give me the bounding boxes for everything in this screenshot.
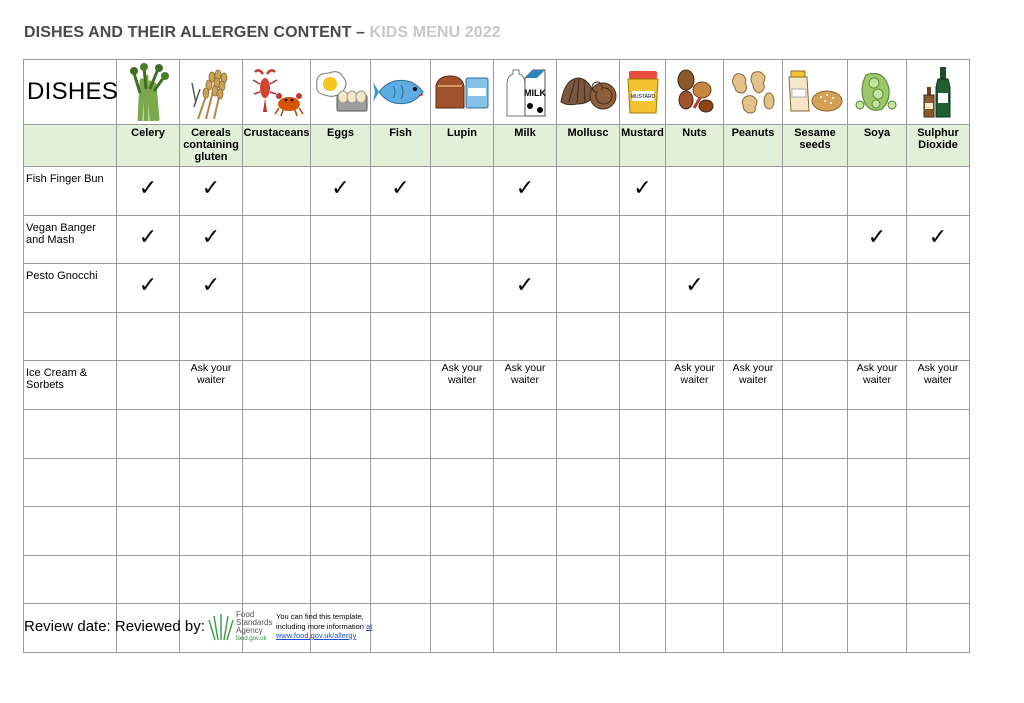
mollusc-icon-cell: [557, 60, 620, 125]
check-mark-icon: ✓: [685, 272, 704, 298]
allergen-cell: [907, 361, 970, 410]
allergen-cell: [907, 604, 970, 653]
allergen-cell: [494, 507, 557, 556]
allergen-cell: [243, 215, 311, 264]
ask-waiter-note: Ask your waiter: [441, 362, 483, 386]
table-row: [24, 555, 970, 604]
allergen-cell: [783, 167, 848, 216]
allergen-cell: [371, 409, 431, 458]
soya-icon: [852, 69, 902, 115]
allergen-cell: [783, 458, 848, 507]
mustard-icon-cell: [620, 60, 666, 125]
allergen-cell: [783, 264, 848, 313]
allergen-cell: [243, 264, 311, 313]
allergen-cell: [371, 167, 431, 216]
wheat-icon-cell: [180, 60, 243, 125]
ask-waiter-note: Ask your waiter: [732, 362, 774, 386]
allergen-label-0: Celery: [117, 125, 180, 167]
allergen-cell: [666, 312, 724, 361]
allergen-table: [23, 59, 970, 653]
mollusc-icon: [559, 72, 617, 112]
allergen-cell: [724, 555, 783, 604]
check-mark-icon: ✓: [138, 223, 158, 249]
allergen-cell: [783, 604, 848, 653]
allergen-cell: [724, 409, 783, 458]
allergen-cell: [371, 264, 431, 313]
allergen-cell: [907, 264, 970, 313]
allergen-cell: [371, 312, 431, 361]
note-line-1: You can find this template,: [276, 612, 364, 621]
allergen-label-11: Sesame seeds: [783, 125, 848, 167]
soya-icon-cell: [848, 60, 907, 125]
dish-name: [24, 409, 117, 458]
page-title: [24, 24, 501, 42]
svg-text:MILK: MILK: [524, 88, 546, 98]
allergen-cell: [431, 264, 494, 313]
allergen-label-8: Mustard: [620, 125, 666, 167]
allergen-cell: [180, 167, 243, 216]
table-row: [24, 507, 970, 556]
sesame-icon: [787, 69, 843, 115]
allergen-cell: [620, 507, 666, 556]
note-at-link[interactable]: at: [366, 621, 373, 631]
allergen-label-12: Soya: [848, 125, 907, 167]
allergen-cell: [907, 167, 970, 216]
allergen-cell: [431, 312, 494, 361]
allergen-cell: [907, 458, 970, 507]
sulphur-dioxide-icon-cell: [907, 60, 970, 125]
sulphur-dioxide-icon: [920, 65, 956, 119]
milk-icon-cell: [494, 60, 557, 125]
allergen-cell: [431, 361, 494, 410]
allergen-cell: [666, 409, 724, 458]
allergen-cell: [620, 604, 666, 653]
crustaceans-icon: [249, 66, 305, 118]
allergen-cell: [371, 604, 431, 653]
allergen-cell: [431, 215, 494, 264]
peanuts-icon: [729, 69, 777, 115]
allergen-cell: [557, 215, 620, 264]
allergen-cell: [243, 312, 311, 361]
allergen-cell: [431, 604, 494, 653]
allergen-cell: [620, 312, 666, 361]
check-mark-icon: ✓: [331, 175, 350, 200]
allergen-cell: [431, 167, 494, 216]
allergen-label-7: Mollusc: [557, 125, 620, 167]
allergen-label-4: Fish: [371, 125, 431, 167]
allergen-cell: [371, 215, 431, 264]
check-mark-icon: ✓: [633, 175, 652, 200]
allergen-cell: [117, 409, 180, 458]
ask-waiter-note: Ask your waiter: [917, 362, 959, 386]
allergen-cell: [431, 507, 494, 556]
allergen-cell: [117, 312, 180, 361]
dishes-header: DISHES: [24, 60, 117, 125]
check-mark-icon: ✓: [138, 175, 158, 200]
allergen-cell: [371, 458, 431, 507]
milk-icon: [503, 66, 547, 118]
allergen-cell: [907, 215, 970, 264]
allergen-cell: [620, 555, 666, 604]
allergen-cell: [907, 555, 970, 604]
allergen-cell: [494, 361, 557, 410]
celery-icon-cell: [117, 60, 180, 125]
allergen-cell: [494, 555, 557, 604]
crustaceans-icon-cell: [243, 60, 311, 125]
label-blank: [24, 125, 117, 167]
allergen-cell: [431, 409, 494, 458]
ask-waiter-note: Ask your waiter: [504, 362, 546, 386]
allergen-label-10: Peanuts: [724, 125, 783, 167]
allergen-cell: [494, 409, 557, 458]
check-mark-icon: ✓: [867, 223, 887, 249]
dish-name: [24, 507, 117, 556]
allergen-cell: [620, 361, 666, 410]
allergen-cell: [311, 409, 371, 458]
allergen-cell: [848, 167, 907, 216]
allergen-cell: [243, 507, 311, 556]
allergen-cell: [848, 458, 907, 507]
allergen-cell: [907, 507, 970, 556]
table-row: [24, 361, 970, 410]
dish-name: [24, 312, 117, 361]
check-mark-icon: ✓: [515, 272, 535, 298]
allergen-cell: [783, 409, 848, 458]
allergen-label-13: Sulphur Dioxide: [907, 125, 970, 167]
allergen-cell: [620, 458, 666, 507]
allergen-label-1: Cereals containing gluten: [180, 125, 243, 167]
allergen-cell: [724, 507, 783, 556]
lupin-bread-icon-cell: [431, 60, 494, 125]
allergen-cell: [557, 458, 620, 507]
allergen-cell: [666, 555, 724, 604]
allergen-cell: [724, 264, 783, 313]
allergen-cell: [494, 604, 557, 653]
allergen-cell: [724, 361, 783, 410]
allergen-cell: [666, 215, 724, 264]
table-row: [24, 264, 970, 313]
allergen-cell: [180, 264, 243, 313]
allergen-cell: [371, 555, 431, 604]
check-mark-icon: ✓: [201, 272, 221, 298]
allergen-cell: [431, 458, 494, 507]
template-note: [276, 612, 372, 641]
allergen-cell: [311, 167, 371, 216]
check-mark-icon: ✓: [201, 175, 221, 200]
allergen-label-9: Nuts: [666, 125, 724, 167]
check-mark-icon: ✓: [391, 175, 410, 200]
allergen-cell: [783, 361, 848, 410]
dish-name: [24, 458, 117, 507]
nuts-icon-cell: [666, 60, 724, 125]
celery-icon: [126, 63, 170, 121]
allergen-cell: [848, 604, 907, 653]
table-row: [24, 167, 970, 216]
allergen-label-2: Crustaceans: [243, 125, 311, 167]
allergen-cell: [666, 604, 724, 653]
sesame-icon-cell: [783, 60, 848, 125]
allergen-cell: [243, 458, 311, 507]
allergen-cell: [117, 507, 180, 556]
allergen-cell: [180, 458, 243, 507]
allergen-cell: [620, 215, 666, 264]
svg-text:MUSTARD: MUSTARD: [630, 94, 655, 100]
allergen-cell: [180, 507, 243, 556]
allergen-cell: [848, 312, 907, 361]
allergen-cell: [494, 215, 557, 264]
allergen-cell: [243, 409, 311, 458]
dish-name: Pesto Gnocchi: [24, 264, 117, 313]
title-subtitle: KIDS MENU 2022: [369, 24, 501, 41]
allergen-cell: [848, 361, 907, 410]
allergen-cell: [666, 264, 724, 313]
allergen-cell: [666, 167, 724, 216]
allergen-cell: [117, 264, 180, 313]
fish-icon: [373, 72, 429, 112]
allergen-cell: [666, 361, 724, 410]
review-line: Review date: Reviewed by:: [24, 618, 205, 635]
allergen-cell: [724, 604, 783, 653]
allergen-label-5: Lupin: [431, 125, 494, 167]
allergen-cell: [311, 458, 371, 507]
allergen-cell: [724, 312, 783, 361]
table-row: [24, 458, 970, 507]
allergen-cell: [783, 507, 848, 556]
table-row: [24, 312, 970, 361]
peanuts-icon-cell: [724, 60, 783, 125]
allergen-cell: [783, 312, 848, 361]
fsa-url: food.gov.uk: [236, 636, 267, 642]
allergen-cell: [783, 555, 848, 604]
allergen-cell: [666, 458, 724, 507]
allergen-cell: [724, 167, 783, 216]
allergen-label-6: Milk: [494, 125, 557, 167]
allergen-cell: [117, 458, 180, 507]
allergen-cell: [431, 555, 494, 604]
allergen-cell: [371, 507, 431, 556]
allergen-cell: [907, 409, 970, 458]
allergen-cell: [557, 555, 620, 604]
title-main: DISHES AND THEIR ALLERGEN CONTENT –: [24, 24, 370, 41]
allergen-cell: [117, 167, 180, 216]
allergen-cell: [557, 264, 620, 313]
allergen-cell: [724, 215, 783, 264]
dish-name: Fish Finger Bun: [24, 167, 117, 216]
mustard-icon: [625, 69, 661, 115]
ask-waiter-note: Ask your waiter: [674, 362, 715, 386]
allergen-cell: [494, 264, 557, 313]
allergen-cell: [117, 215, 180, 264]
eggs-icon: [313, 69, 369, 115]
allergen-cell: [907, 312, 970, 361]
allergy-info-link[interactable]: www.food.gov.uk/allergy: [276, 631, 357, 640]
allergen-cell: [848, 215, 907, 264]
allergen-cell: [494, 167, 557, 216]
allergen-cell: [620, 409, 666, 458]
allergen-cell: [311, 215, 371, 264]
allergen-cell: [117, 555, 180, 604]
allergen-cell: [620, 167, 666, 216]
fsa-leaf-icon: [206, 610, 236, 642]
allergen-cell: [724, 458, 783, 507]
allergen-cell: [311, 507, 371, 556]
allergen-cell: [311, 555, 371, 604]
dish-name: [24, 555, 117, 604]
allergen-cell: [180, 312, 243, 361]
allergen-cell: [180, 215, 243, 264]
ask-waiter-note: Ask your waiter: [190, 362, 232, 386]
allergen-cell: [557, 604, 620, 653]
allergen-cell: [620, 264, 666, 313]
fish-icon-cell: [371, 60, 431, 125]
allergen-cell: [557, 361, 620, 410]
lupin-bread-icon: [434, 72, 490, 112]
allergen-cell: [848, 409, 907, 458]
allergen-cell: [311, 312, 371, 361]
allergen-cell: [666, 507, 724, 556]
check-mark-icon: ✓: [138, 272, 158, 298]
table-row: [24, 409, 970, 458]
allergen-cell: [311, 264, 371, 313]
allergen-cell: [557, 409, 620, 458]
allergen-cell: [848, 264, 907, 313]
allergen-cell: [557, 507, 620, 556]
allergen-cell: [180, 361, 243, 410]
wheat-icon: [188, 63, 234, 121]
allergen-cell: [494, 458, 557, 507]
check-mark-icon: ✓: [928, 223, 948, 249]
allergen-cell: [783, 215, 848, 264]
note-line-2: including more information at: [276, 621, 373, 631]
nuts-icon: [672, 68, 718, 116]
dish-name: Vegan Banger and Mash: [24, 215, 117, 264]
allergen-cell: [494, 312, 557, 361]
allergen-cell: [557, 312, 620, 361]
ask-waiter-note: Ask your waiter: [856, 362, 898, 386]
allergen-cell: [848, 507, 907, 556]
allergen-label-3: Eggs: [311, 125, 371, 167]
allergen-cell: [371, 361, 431, 410]
allergen-cell: [117, 361, 180, 410]
allergen-cell: [243, 361, 311, 410]
fsa-name: Food Standards Agency: [236, 610, 273, 635]
allergen-cell: [311, 361, 371, 410]
allergen-cell: [243, 555, 311, 604]
allergen-cell: [180, 409, 243, 458]
check-mark-icon: ✓: [201, 223, 221, 249]
allergen-cell: [243, 167, 311, 216]
eggs-icon-cell: [311, 60, 371, 125]
check-mark-icon: ✓: [515, 175, 535, 200]
allergen-cell: [557, 167, 620, 216]
table-row: [24, 215, 970, 264]
allergen-cell: [848, 555, 907, 604]
allergen-cell: [180, 555, 243, 604]
dish-name: Ice Cream & Sorbets: [24, 361, 117, 410]
